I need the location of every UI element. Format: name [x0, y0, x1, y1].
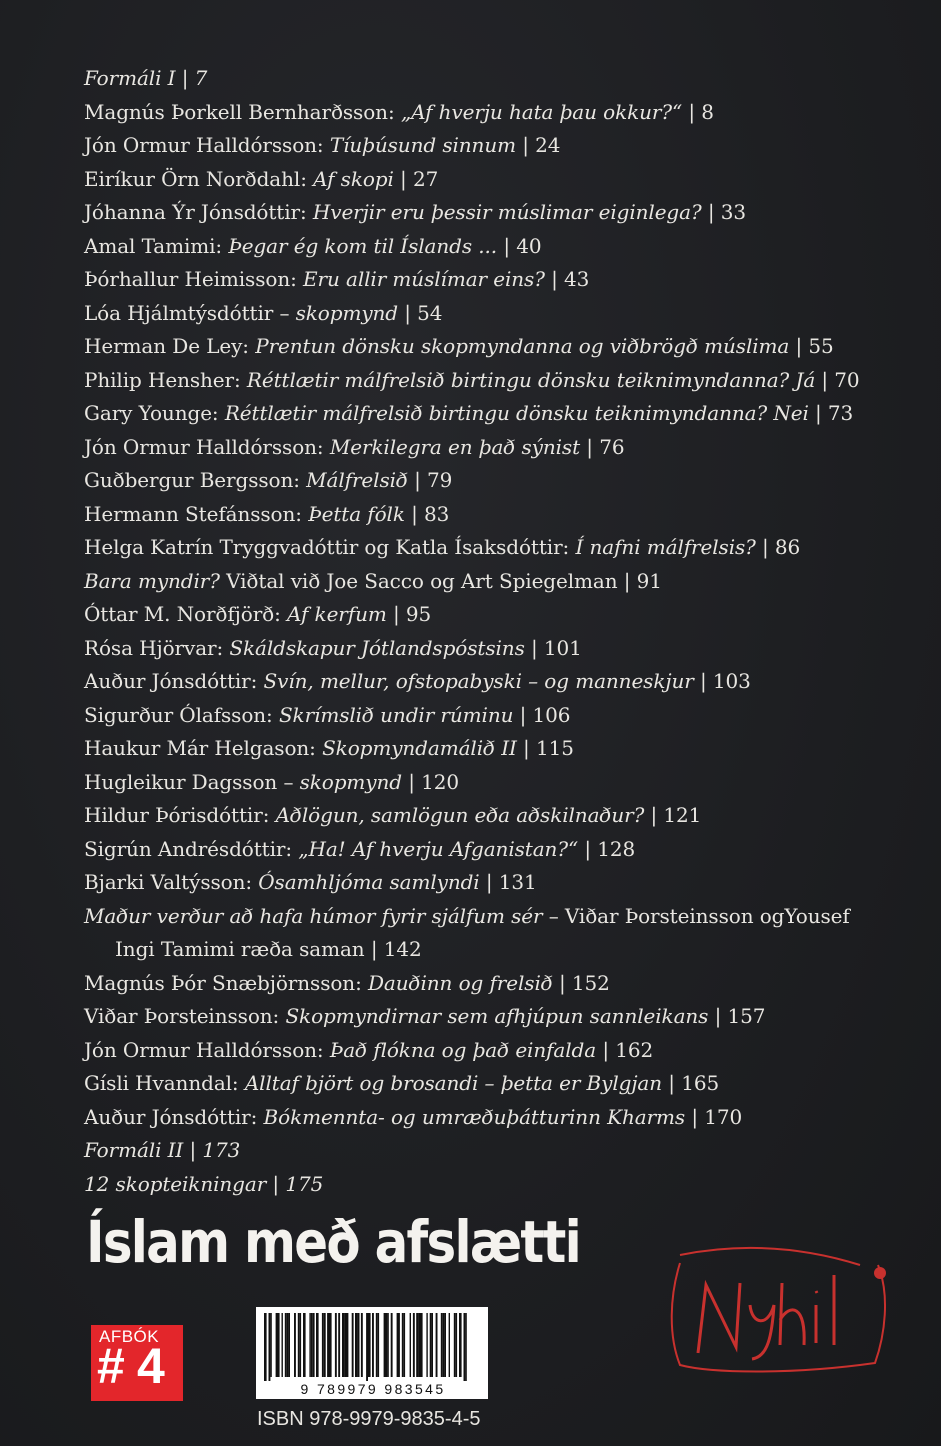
isbn-text: ISBN 978-9979-9835-4-5 — [257, 1408, 481, 1430]
toc-entry — [84, 464, 924, 498]
toc-author: Lóa Hjálmtýsdóttir – — [84, 300, 296, 325]
toc-entry — [84, 699, 924, 733]
toc-author: Hermann Stefánsson: — [84, 501, 309, 526]
toc-author: Þórhallur Heimisson: — [84, 267, 303, 291]
barcode-bar — [276, 1313, 277, 1377]
toc-page: | 101 — [524, 635, 582, 660]
barcode-bar — [342, 1313, 345, 1377]
toc-title: Tíuþúsund sinnum — [329, 133, 516, 157]
toc-page: | 43 — [544, 267, 590, 291]
toc-page: | 86 — [755, 535, 801, 559]
toc-page: | 33 — [701, 200, 746, 224]
barcode-bar — [338, 1313, 340, 1377]
barcode-bar — [459, 1313, 462, 1377]
toc-entry — [84, 565, 924, 599]
toc-author: Philip Hensher: — [84, 367, 247, 392]
barcode-bar — [416, 1313, 418, 1377]
toc-entry — [84, 1034, 924, 1068]
toc-entry — [84, 900, 924, 934]
toc-entry — [84, 799, 924, 833]
barcode-bar — [454, 1313, 455, 1377]
toc-author: Haukur Már Helgason: — [84, 736, 323, 760]
barcode-bar — [264, 1313, 267, 1383]
toc-title: skopmynd — [295, 300, 398, 325]
toc-title: Svín, mellur, ofstopabyski – og manneskjur — [263, 669, 694, 693]
toc-entry — [84, 196, 924, 230]
toc-title: skopmynd — [299, 769, 402, 794]
barcode-bar — [269, 1313, 271, 1383]
toc-entry — [84, 833, 924, 867]
barcode-bar — [377, 1313, 379, 1377]
toc-page: | 54 — [398, 300, 443, 325]
barcode-bar — [436, 1313, 438, 1377]
toc-page: | 170 — [685, 1104, 743, 1129]
barcode-bar — [313, 1313, 315, 1377]
toc-entry — [84, 364, 924, 398]
toc-author: Jón Ormur Halldórsson: — [84, 434, 330, 459]
toc-page: | 27 — [393, 166, 439, 191]
toc-author: Sigurður Ólafsson: — [84, 702, 279, 727]
toc-author: Magnús Þór Snæbjörnsson: — [84, 970, 368, 995]
toc-title: Í nafni málfrelsis? — [575, 535, 756, 559]
book-title: Íslam með afslætti — [86, 1208, 581, 1276]
barcode-bar — [372, 1313, 374, 1377]
series-number: 4 — [137, 1338, 165, 1394]
barcode-bar — [391, 1313, 393, 1377]
toc-entry — [84, 866, 924, 900]
toc-title: Málfrelsið — [306, 468, 408, 492]
toc-entry — [84, 967, 924, 1001]
toc-author: Bjarki Valtýsson: — [84, 870, 259, 894]
toc-page: | 79 — [407, 468, 453, 492]
barcode-bar — [376, 1313, 377, 1377]
barcode-bar — [399, 1313, 400, 1377]
series-hash: # — [97, 1338, 125, 1394]
barcode-bar — [285, 1313, 287, 1377]
toc-page: | 73 — [808, 401, 854, 425]
barcode-bar — [358, 1313, 360, 1377]
barcode-bar — [432, 1313, 433, 1377]
toc-page: Ingi Tamimi ræða saman | 142 — [115, 937, 422, 961]
toc-page: | 120 — [401, 769, 460, 794]
toc-entry — [84, 431, 924, 465]
barcode-bar — [384, 1313, 386, 1377]
toc-entry — [84, 1000, 924, 1034]
barcode-bar — [324, 1313, 326, 1377]
barcode-bar — [322, 1313, 324, 1377]
toc-title: Af kerfum — [287, 602, 387, 626]
barcode-bar — [418, 1313, 420, 1377]
toc-page: | 131 — [479, 870, 537, 894]
barcode-bar — [430, 1313, 432, 1377]
toc-entry — [84, 1134, 924, 1168]
toc-title: Skopmyndamálið II — [322, 736, 517, 760]
toc-page: Viðtal við Joe Sacco og Art Spiegelman | 91 — [219, 568, 662, 593]
toc-title: 12 skopteikningar — [84, 1171, 267, 1196]
barcode-bar — [426, 1313, 427, 1377]
toc-page: | 173 — [183, 1138, 241, 1162]
toc-page: | 165 — [662, 1071, 720, 1095]
toc-title: Dauðinn og frelsið — [367, 970, 553, 995]
barcode-bar — [361, 1313, 363, 1377]
barcode-bar — [387, 1313, 388, 1377]
toc-title: Bara myndir? — [84, 568, 220, 593]
barcode-bar — [282, 1313, 283, 1377]
toc-title: Prentun dönsku skopmyndanna og viðbrögð múslima — [255, 334, 790, 358]
toc-author: Hugleikur Dagsson – — [84, 769, 300, 794]
toc-author: Magnús Þorkell Bernharðsson: — [84, 99, 401, 124]
toc-author: Viðar Þorsteinsson: — [84, 1004, 286, 1028]
toc-title: Skáldskapur Jótlandspóstsins — [229, 635, 525, 660]
barcode-bar — [413, 1313, 415, 1377]
barcode-bar — [397, 1313, 399, 1377]
barcode-bar — [270, 1313, 271, 1377]
toc-entry — [84, 163, 924, 197]
toc-entry — [84, 263, 924, 297]
toc-entry — [84, 1067, 924, 1101]
barcode-bar — [443, 1313, 444, 1377]
toc-author: Jóhanna Ýr Jónsdóttir: — [84, 200, 313, 224]
barcode-bar — [441, 1313, 443, 1377]
toc-page: | 70 — [815, 367, 860, 392]
toc-entry — [84, 598, 924, 632]
barcode-bar — [288, 1313, 290, 1377]
toc-page: | 152 — [552, 970, 610, 995]
toc-title: „Ha! Af hverju Afganistan?“ — [298, 836, 579, 861]
barcode-bar — [299, 1313, 301, 1377]
toc-author: Gary Younge: — [84, 401, 225, 425]
toc-page: | 83 — [404, 501, 450, 526]
toc-page: – Viðar Þorsteinsson ogYousef — [542, 903, 850, 928]
toc-page: | 24 — [515, 133, 561, 157]
toc-page: | 115 — [516, 736, 574, 760]
toc-entry — [84, 766, 924, 800]
barcode-bar — [368, 1313, 371, 1377]
series-badge — [91, 1325, 183, 1401]
toc-page: | 95 — [386, 602, 432, 626]
toc-entry — [84, 62, 924, 96]
toc-author: Jón Ormur Halldórsson: — [84, 133, 330, 157]
toc-page: | 175 — [266, 1171, 324, 1196]
series-label: AFBÓK — [99, 1327, 160, 1346]
toc-entry — [84, 129, 924, 163]
toc-author: Hildur Þórisdóttir: — [84, 803, 276, 827]
barcode-bar — [327, 1313, 329, 1377]
barcode-bar — [386, 1313, 388, 1377]
toc-page: | 106 — [513, 702, 571, 727]
barcode-bar — [298, 1313, 299, 1377]
toc-entry — [84, 933, 924, 967]
barcode-bar — [329, 1313, 332, 1377]
toc-page: | 162 — [596, 1037, 654, 1062]
toc-title: Þegar ég kom til Íslands ... — [228, 233, 498, 258]
toc-author: Amal Tamimi: — [84, 233, 229, 258]
barcode-bar — [287, 1313, 288, 1377]
barcode-digits: 9 789979 983545 — [262, 1381, 484, 1397]
barcode-bar — [449, 1313, 450, 1377]
barcode-bar — [420, 1313, 423, 1377]
barcode — [256, 1307, 488, 1399]
toc-author: Guðbergur Bergsson: — [84, 468, 307, 492]
toc-title: Hverjir eru þessir múslimar eiginlega? — [312, 200, 702, 224]
toc-entry — [84, 230, 924, 264]
barcode-bar — [404, 1313, 405, 1377]
barcode-bar — [311, 1313, 313, 1377]
barcode-bar — [294, 1313, 296, 1377]
toc-page: | 157 — [708, 1004, 766, 1028]
toc-title: Alltaf björt og brosandi – þetta er Bylgjan — [244, 1071, 663, 1095]
toc-author: Auður Jónsdóttir: — [84, 669, 264, 693]
barcode-bar — [402, 1313, 404, 1377]
toc-page: | 55 — [789, 334, 834, 358]
table-of-contents — [84, 62, 924, 1201]
toc-title: Þetta fólk — [308, 501, 405, 526]
barcode-bar — [444, 1313, 446, 1377]
toc-entry — [84, 498, 924, 532]
barcode-bar — [303, 1313, 306, 1377]
toc-title: Skrímslið undir rúminu — [278, 702, 514, 727]
barcode-bar — [464, 1313, 466, 1383]
toc-entry — [84, 632, 924, 666]
toc-entry — [84, 297, 924, 331]
toc-author: Gísli Hvanndal: — [84, 1071, 245, 1095]
barcode-bar — [366, 1313, 368, 1383]
toc-entry — [84, 1168, 924, 1202]
toc-author: Jón Ormur Halldórsson: — [84, 1037, 330, 1062]
barcode-bar — [410, 1313, 411, 1377]
toc-title: Bókmennta- og umræðuþátturinn Kharms — [263, 1104, 686, 1129]
barcode-bar — [316, 1313, 319, 1377]
barcode-bar — [352, 1313, 354, 1377]
toc-title: Maður verður að hafa húmor fyrir sjálfum sér — [84, 903, 543, 928]
toc-author: Helga Katrín Tryggvadóttir og Katla Ísaksdóttir: — [84, 535, 576, 559]
toc-entry — [84, 732, 924, 766]
toc-title: Réttlætir málfrelsið birtingu dönsku teiknimyndanna? Nei — [224, 401, 809, 425]
toc-title: Eru allir múslímar eins? — [303, 267, 545, 291]
toc-author: Eiríkur Örn Norðdahl: — [84, 166, 314, 191]
toc-page: | 8 — [682, 99, 714, 124]
toc-entry — [84, 96, 924, 130]
toc-title: Af skopi — [313, 166, 394, 191]
toc-author: Óttar M. Norðfjörð: — [84, 602, 287, 626]
toc-title: Aðlögun, samlögun eða aðskilnaður? — [275, 803, 645, 827]
toc-page: | 103 — [693, 669, 751, 693]
barcode-bar — [465, 1313, 466, 1383]
barcode-bar — [335, 1313, 337, 1377]
toc-page: | 76 — [580, 434, 625, 459]
barcode-bar — [455, 1313, 457, 1377]
toc-title: „Af hverju hata þau okkur?“ — [400, 99, 683, 124]
toc-title: Merkilegra en það sýnist — [329, 434, 581, 459]
barcode-bar — [355, 1313, 358, 1377]
toc-author: Auður Jónsdóttir: — [84, 1104, 264, 1129]
toc-title: Réttlætir málfrelsið birtingu dönsku teiknimyndanna? Já — [246, 367, 816, 392]
toc-title: Ósamhljóma samlyndi — [258, 870, 480, 894]
barcode-bar — [277, 1313, 280, 1377]
toc-entry — [84, 1101, 924, 1135]
toc-page: | 40 — [497, 233, 542, 258]
toc-entry — [84, 665, 924, 699]
barcode-bar — [309, 1313, 310, 1377]
toc-page: | 7 — [175, 66, 208, 90]
toc-title: Formáli II — [84, 1138, 184, 1162]
toc-title: Formáli I — [84, 66, 176, 90]
toc-title: Skopmyndirnar sem afhjúpun sannleikans — [285, 1004, 709, 1028]
toc-author: Sigrún Andrésdóttir: — [84, 836, 299, 861]
handwritten-signature — [640, 1235, 900, 1395]
barcode-bar — [347, 1313, 349, 1377]
barcode-bars — [260, 1313, 484, 1383]
toc-page: | 121 — [644, 803, 702, 827]
toc-page: | 128 — [578, 836, 636, 861]
toc-entry — [84, 531, 924, 565]
toc-author: Herman De Ley: — [84, 334, 256, 358]
toc-entry — [84, 397, 924, 431]
barcode-bar — [345, 1313, 347, 1377]
toc-title: Það flókna og það einfalda — [329, 1037, 597, 1062]
toc-author: Rósa Hjörvar: — [84, 635, 230, 660]
toc-entry — [84, 330, 924, 364]
